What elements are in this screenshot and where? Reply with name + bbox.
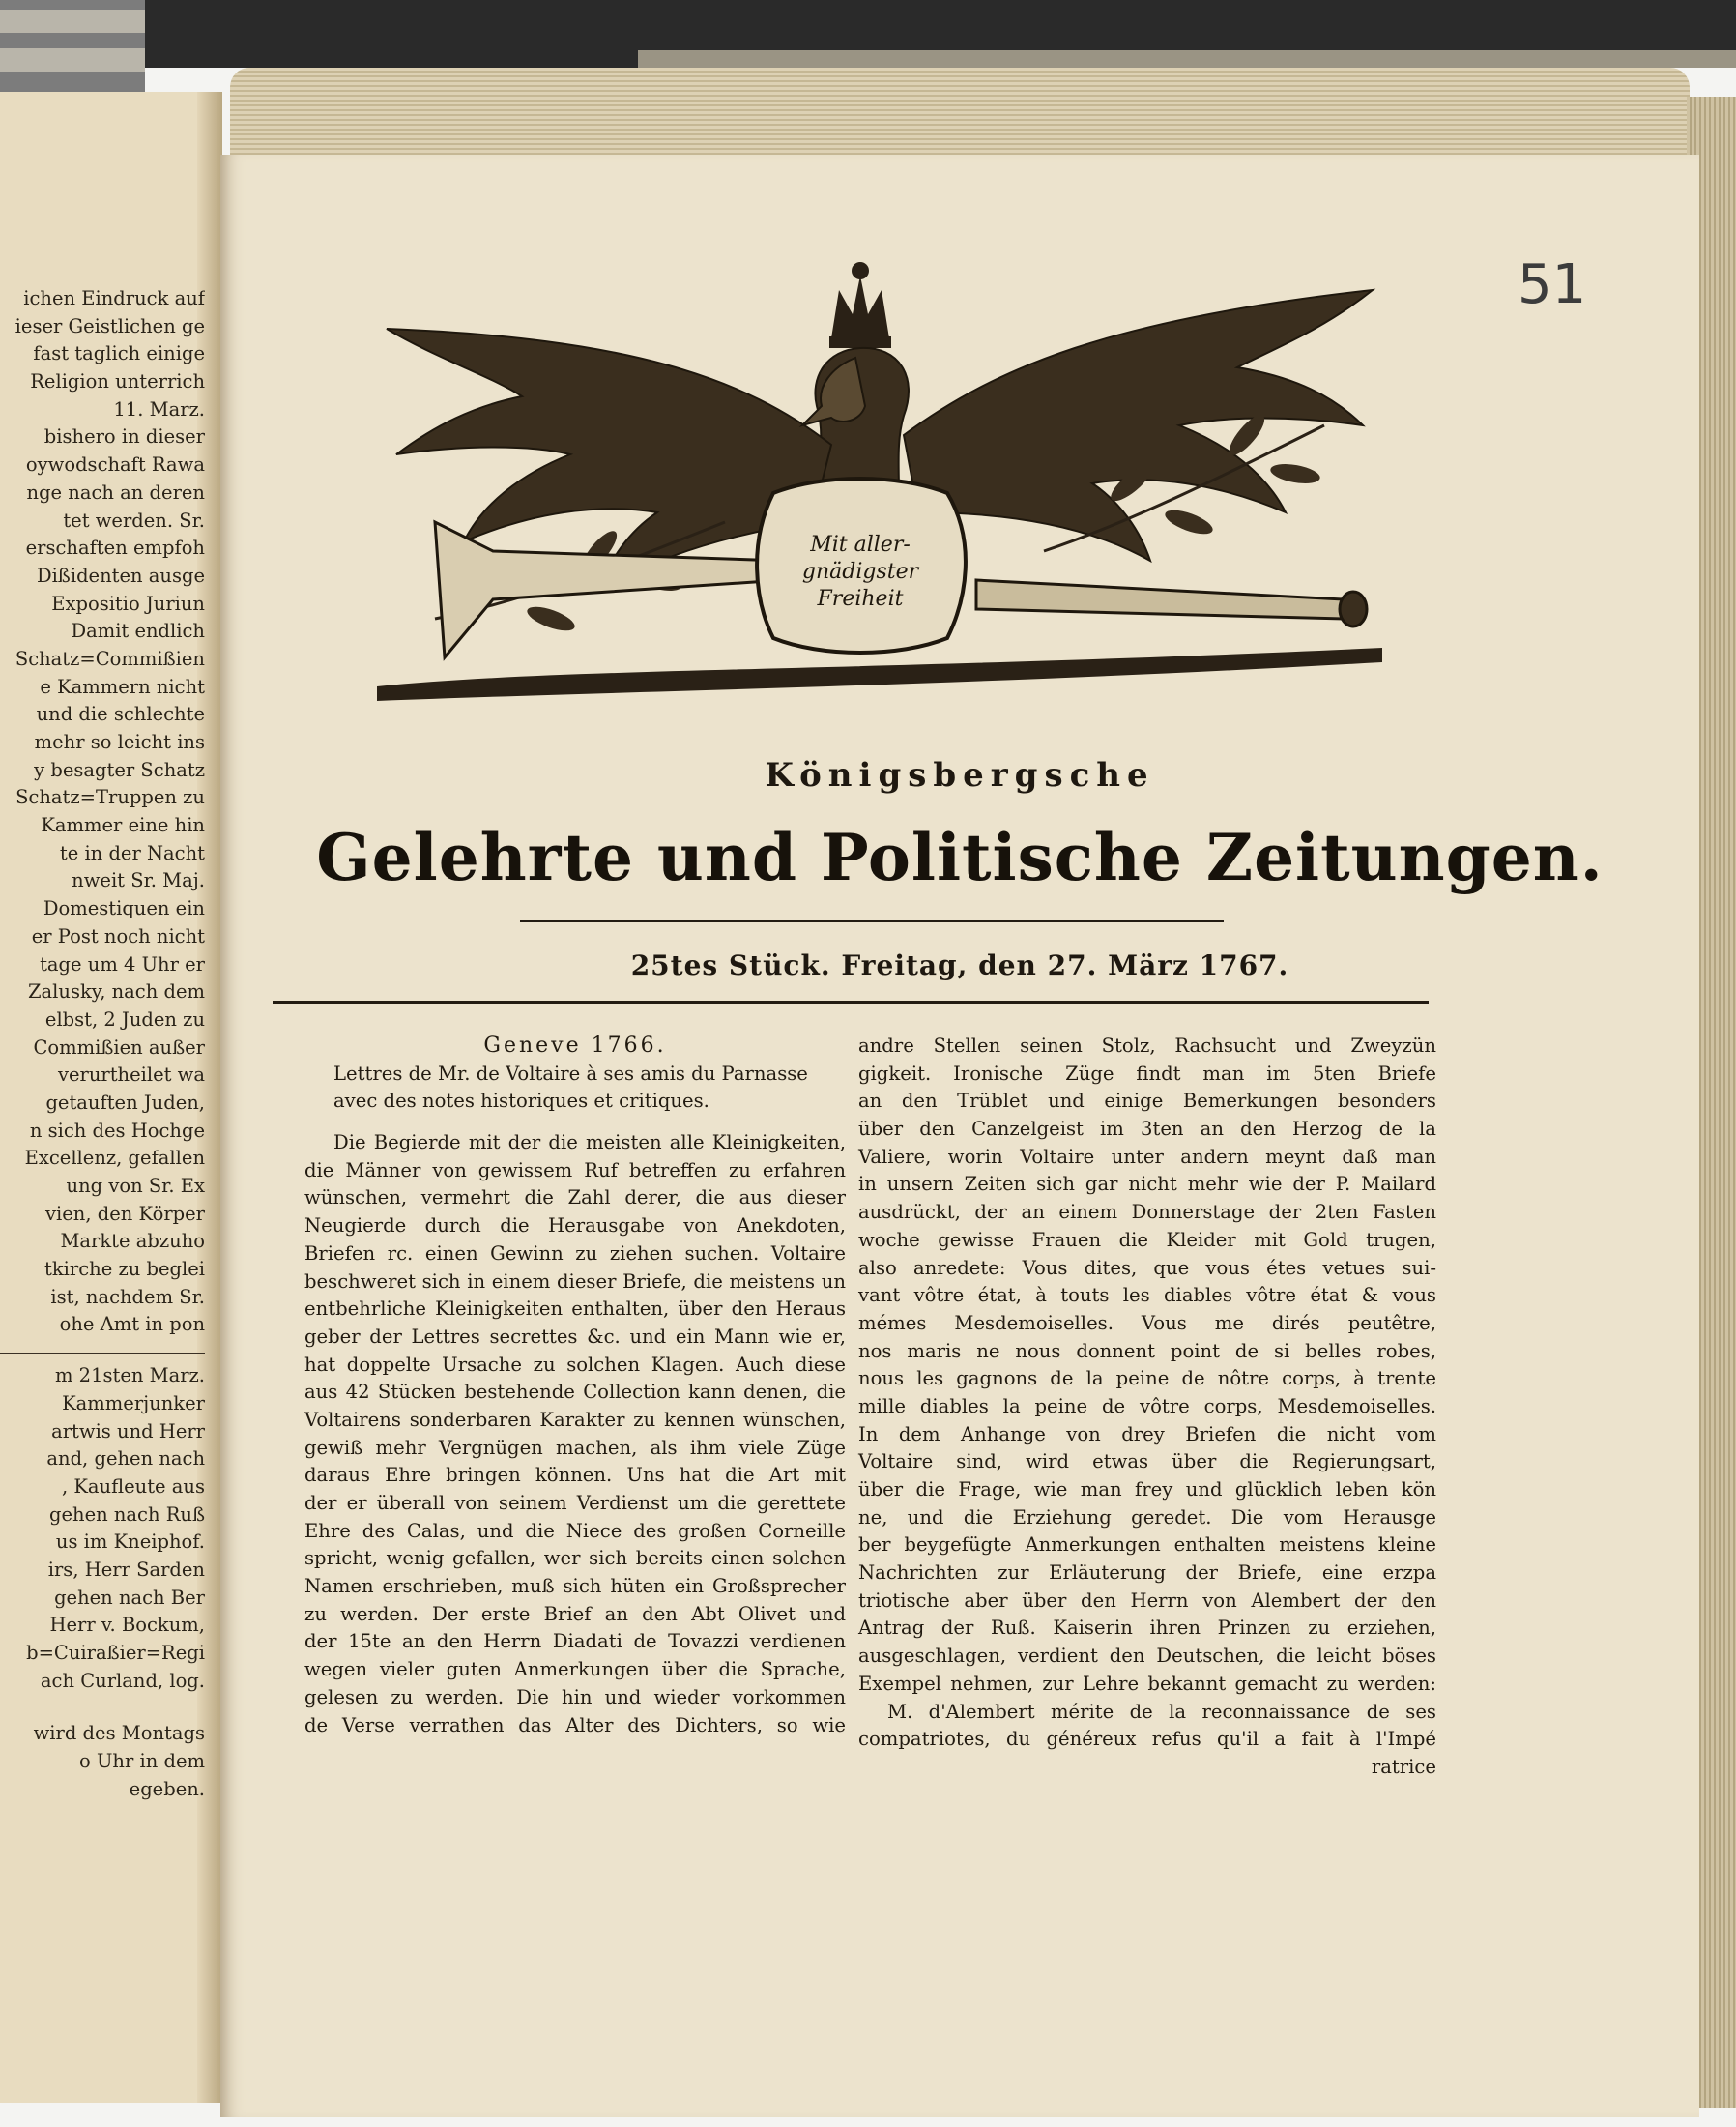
ground-base: [377, 648, 1382, 701]
article-column-1: [304, 1033, 846, 1739]
text-line: also anredete: Vous dites, que vous étes vetues sui-: [858, 1256, 1436, 1279]
text-line: In dem Anhange von drey Briefen die nicht vom: [858, 1422, 1436, 1445]
text-line: ne, und die Erziehung geredet. Die vom Herausge: [858, 1505, 1436, 1529]
text-line: geber der Lettres secrettes &c. und ein Mann wie er,: [304, 1325, 846, 1348]
left-page-line: gehen nach Ber: [54, 1586, 205, 1609]
torch-icon: [976, 580, 1367, 626]
left-page-line: tet werden. Sr.: [63, 509, 205, 532]
text-line: der 15te an den Herrn Diadati de Tovazzi verdienen: [304, 1630, 846, 1653]
left-page-line: tkirche zu beglei: [44, 1258, 205, 1281]
left-page-line: Kammer eine hin: [41, 814, 205, 837]
text-line: gelesen zu werden. Die hin und wieder vorkommen: [304, 1685, 846, 1708]
left-page-line: Herr v. Bockum,: [49, 1614, 205, 1637]
left-page-line: mehr so leicht ins: [34, 731, 205, 753]
left-page-line: vien, den Körper: [45, 1202, 205, 1225]
text-line: wegen vieler guten Anmerkungen über die Sprache,: [304, 1658, 846, 1681]
left-page-line: Excellenz, gefallen: [24, 1147, 205, 1170]
header-rule: [273, 1001, 1429, 1004]
spine-band: [0, 10, 145, 33]
left-page-line: getauften Juden,: [45, 1091, 205, 1114]
left-page-line: ach Curland, log.: [40, 1669, 205, 1692]
left-page: [0, 92, 222, 2103]
text-line: triotische aber über den Herrn von Alembert der den: [858, 1588, 1436, 1612]
text-line: Die Begierde mit der die meisten alle Kleinigkeiten,: [333, 1131, 846, 1154]
left-page-line: erschaften empfoh: [25, 537, 205, 560]
left-page-line: irs, Herr Sarden: [47, 1558, 205, 1581]
text-line: über den Canzelgeist im 3ten an den Herzog de la: [858, 1118, 1436, 1141]
left-page-line: ohe Amt in pon: [59, 1313, 205, 1336]
text-line: wünschen, vermehrt die Zahl derer, die aus dieser: [304, 1186, 846, 1209]
text-line: Neugierde durch die Herausgabe von Anekdoten,: [304, 1214, 846, 1238]
ribbon-line-3: Freiheit: [817, 587, 904, 611]
text-line: Namen erschrieben, muß sich hüten ein Großsprecher: [304, 1575, 846, 1598]
left-page-line: Domestiquen ein: [43, 897, 205, 920]
left-page-line: Schatz=Commißien: [14, 647, 205, 670]
spine-band: [0, 48, 145, 72]
text-line: in unsern Zeiten sich gar nicht mehr wie der P. Mailard: [858, 1173, 1436, 1196]
left-page-line: fast taglich einige: [33, 342, 205, 365]
left-page-line: y besagter Schatz: [34, 758, 205, 781]
text-line: Valiere, worin Voltaire unter andern meynt daß man: [858, 1145, 1436, 1168]
left-page-line: ung von Sr. Ex: [66, 1175, 205, 1197]
left-page-line: Zalusky, nach dem: [28, 980, 205, 1004]
masthead-city: Königsbergsche: [765, 756, 1155, 795]
left-page-rule: [0, 1705, 205, 1706]
left-page-rule: [0, 1353, 205, 1355]
text-line: ber beygefügte Anmerkungen enthalten meistens kleine: [858, 1533, 1436, 1557]
text-line: hat doppelte Ursache zu solchen Klagen. Auch diese: [304, 1353, 846, 1376]
book-top-edge: [638, 50, 1736, 68]
left-page-line: 11. Marz.: [113, 397, 205, 421]
text-line: vant vôtre état, à touts les diables vôtre état & vous: [858, 1284, 1436, 1307]
article-body-2: [858, 1033, 1436, 1754]
left-page-line: n sich des Hochge: [29, 1119, 205, 1142]
left-page-line: te in der Nacht: [59, 841, 205, 864]
left-page-line: oywodschaft Rawa: [25, 453, 205, 477]
text-line: spricht, wenig gefallen, wer sich bereits einen solchen: [304, 1547, 846, 1570]
text-line: Exempel nehmen, zur Lehre bekannt gemacht zu werden:: [858, 1672, 1436, 1695]
left-page-line: Damit endlich: [71, 620, 205, 643]
eagle-emblem-woodcut: [377, 232, 1382, 706]
left-page-line: Commißien außer: [33, 1035, 205, 1059]
left-page-line: Dißidenten ausge: [36, 564, 205, 587]
left-page-line: and, gehen nach: [46, 1447, 205, 1471]
article-body-1: [304, 1129, 846, 1739]
text-line: nos maris ne nous donnent point de si belles robes,: [858, 1339, 1436, 1362]
left-page-line: us im Kneiphof.: [55, 1530, 205, 1554]
left-page-line: elbst, 2 Juden zu: [44, 1007, 205, 1031]
left-page-line: egeben.: [129, 1777, 205, 1800]
masthead-rule: [520, 920, 1224, 922]
left-page-line: bishero in dieser: [43, 425, 205, 449]
text-line: beschweret sich in einem dieser Briefe, die meistens un: [304, 1269, 846, 1293]
text-line: Briefen rc. einen Gewinn zu ziehen suchen. Voltaire: [304, 1241, 846, 1265]
cartouche: [757, 479, 966, 653]
text-line: Voltairens sonderbaren Karakter zu kennen wünschen,: [304, 1408, 846, 1431]
left-page-line: m 21sten Marz.: [54, 1364, 205, 1387]
text-line: der er überall von seinem Verdienst um die gerettete: [304, 1492, 846, 1514]
text-line: Antrag der Ruß. Kaiserin ihren Prinzen zu erziehen,: [858, 1617, 1436, 1640]
text-line: mémes Mesdemoiselles. Vous me dirés peutêtre,: [858, 1311, 1436, 1334]
text-line: mille diables la peine de vôtre corps, Mesdemoiselles.: [858, 1394, 1436, 1417]
text-line: Ehre des Calas, und die Niece des großen Corneille: [304, 1519, 846, 1542]
article-column-2: [858, 1033, 1436, 1782]
text-line: woche gewisse Frauen die Kleider mit Gold trugen,: [858, 1228, 1436, 1251]
left-page-line: , Kaufleute aus: [61, 1474, 205, 1498]
text-line: Voltaire sind, wird etwas über die Regierungsart,: [858, 1450, 1436, 1473]
crown-icon: [829, 262, 891, 348]
left-page-line: nge nach an deren: [26, 481, 205, 504]
left-page-line: Religion unterrich: [30, 370, 205, 393]
left-page-line: ist, nachdem Sr.: [50, 1285, 205, 1308]
left-page-line: tage um 4 Uhr er: [40, 952, 205, 976]
article-heading: Geneve 1766.: [483, 1034, 667, 1058]
left-page-line: e Kammern nicht: [40, 675, 205, 698]
issue-line: 25tes Stück. Freitag, den 27. März 1767.: [630, 949, 1289, 981]
text-line: compatriotes, du généreux refus qu'il a fait à l'Impé: [858, 1728, 1436, 1751]
catchword: ratrice: [1371, 1755, 1436, 1778]
left-page-column: [0, 285, 205, 1803]
left-page-line: artwis und Herr: [51, 1419, 205, 1442]
text-line: gigkeit. Ironische Züge findt man im 5ten Briefe: [858, 1062, 1436, 1085]
text-line: daraus Ehre bringen können. Uns hat die Art mit: [304, 1464, 846, 1487]
left-page-line: Kammerjunker: [62, 1391, 205, 1414]
text-line: Nachrichten zur Erläuterung der Briefe, eine erzpa: [858, 1561, 1436, 1585]
text-line: M. d'Alembert mérite de la reconnaissance de ses: [887, 1700, 1436, 1723]
text-line: ausgeschlagen, verdient den Deutschen, die leicht böses: [858, 1645, 1436, 1668]
book-title-line: Lettres de Mr. de Voltaire à ses amis du Parnasse: [333, 1062, 808, 1085]
text-line: andre Stellen seinen Stolz, Rachsucht und Zweyzün: [858, 1034, 1436, 1057]
text-line: nous les gagnons de la peine de nôtre corps, à trente: [858, 1367, 1436, 1390]
spacer: [304, 1116, 846, 1129]
text-line: gewiß mehr Vergnügen machen, als ihm viele Züge: [304, 1436, 846, 1459]
text-line: die Männer von gewissem Ruf betreffen zu erfahren: [304, 1158, 846, 1181]
left-page-line: ieser Geistlichen ge: [14, 314, 205, 337]
left-page-line: und die schlechte: [36, 703, 205, 726]
page-stack-edge: [230, 68, 1690, 157]
text-line: de Verse verrathen das Alter des Dichters, so wie: [304, 1713, 846, 1736]
left-page-line: wird des Montags: [33, 1722, 205, 1745]
left-page-line: ichen Eindruck auf: [23, 287, 205, 309]
left-page-line: Schatz=Truppen zu: [15, 786, 205, 809]
scanner-background: [0, 0, 1736, 68]
text-line: an den Trüblet und einige Bemerkungen besonders: [858, 1090, 1436, 1113]
left-page-line: verurtheilet wa: [57, 1064, 205, 1087]
left-page-line: o Uhr in dem: [79, 1750, 205, 1773]
masthead-title: Gelehrte und Politische Zeitungen.: [316, 820, 1604, 895]
text-line: zu werden. Der erste Brief an den Abt Olivet und: [304, 1602, 846, 1625]
page-number: 51: [1518, 253, 1587, 316]
book-spine: [0, 0, 145, 97]
left-page-line: gehen nach Ruß: [48, 1502, 205, 1526]
left-page-line: b=Cuiraßier=Regi: [26, 1642, 205, 1664]
ribbon-line-2: gnädigster: [801, 560, 919, 584]
text-line: über die Frage, wie man frey und glücklich leben kön: [858, 1478, 1436, 1501]
ribbon-line-1: Mit aller-: [810, 533, 911, 557]
left-page-line: nweit Sr. Maj.: [72, 869, 205, 892]
book-title-line: avec des notes historiques et critiques.: [333, 1090, 709, 1113]
left-page-line: Markte abzuho: [60, 1230, 205, 1253]
left-page-line: Expositio Juriun: [51, 592, 205, 615]
text-line: entbehrliche Kleinigkeiten enthalten, über den Heraus: [304, 1297, 846, 1321]
text-line: aus 42 Stücken bestehende Collection kann denen, die: [304, 1381, 846, 1404]
left-page-line: er Post noch nicht: [31, 924, 205, 947]
text-line: ausdrückt, der an einem Donnerstage der 2ten Fasten: [858, 1201, 1436, 1224]
